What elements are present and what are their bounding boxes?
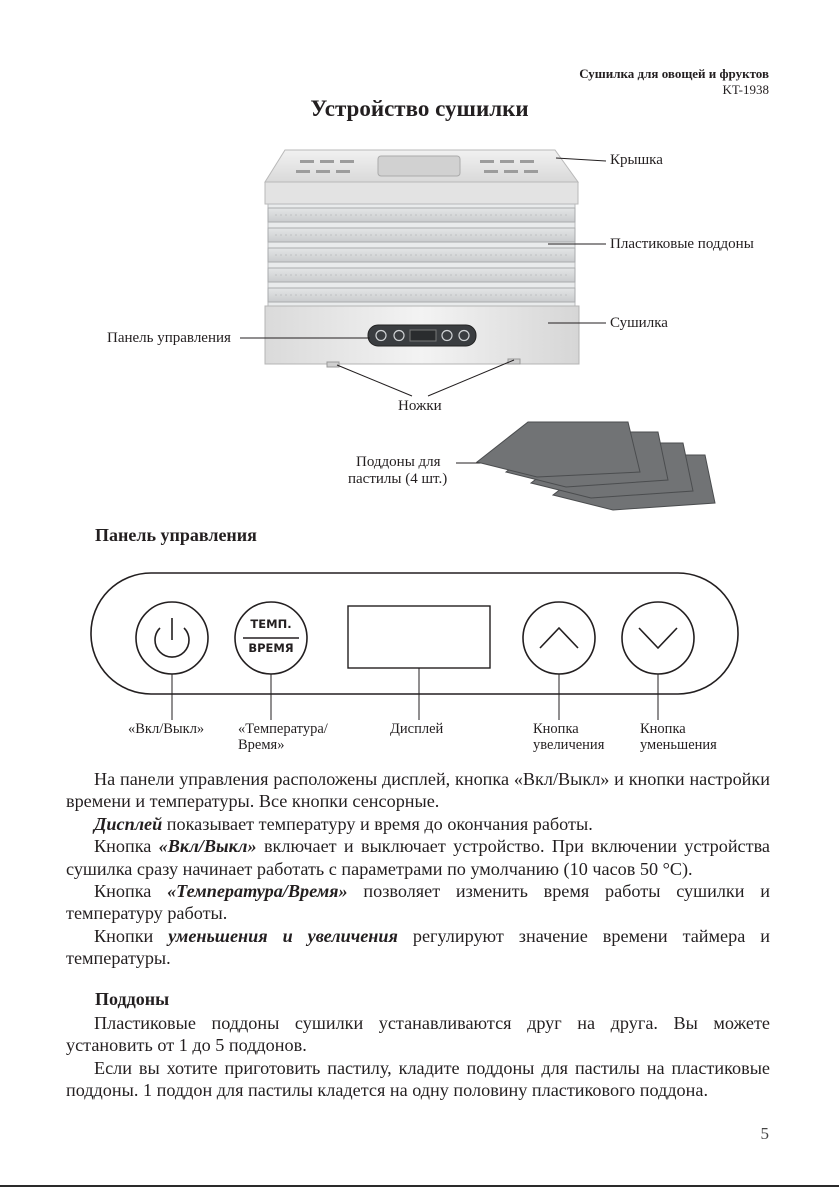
term-temp-time: «Температура/Время» [167, 881, 348, 902]
label-temp-time-line1: «Температура/ [238, 721, 328, 737]
paragraph-up-down [66, 925, 770, 970]
temp-button-label-bottom: ВРЕМЯ [248, 641, 294, 655]
paragraph-power-start: Кнопка [94, 836, 159, 857]
label-temp-time-line2: Время» [238, 737, 285, 753]
label-display: Дисплей [390, 721, 444, 737]
plastic-trays [268, 204, 575, 308]
chevron-up-icon [523, 602, 595, 674]
control-panel-heading: Панель управления [95, 525, 257, 545]
callout-control-panel: Панель управления [107, 330, 231, 346]
trays-description [66, 1012, 770, 1102]
dryer-base [265, 306, 579, 367]
chevron-down-icon [622, 602, 694, 674]
paragraph-trays-pastille: Если вы хотите приготовить пастилу, кладите поддоны для пастилы на пластиковые поддоны. 1 поддон для пастилы кладется на одну половину пластикового поддона. [66, 1057, 770, 1101]
paragraph-trays-stack: Пластиковые поддоны сушилки устанавливаются друг на друга. Вы можете установить от 1 до 5 поддонов. [66, 1013, 770, 1056]
callout-feet: Ножки [398, 398, 442, 414]
paragraph-temp-time [66, 880, 770, 925]
page-number: 5 [760, 1124, 769, 1143]
label-power: «Вкл/Выкл» [128, 721, 205, 737]
paragraph-power [66, 835, 770, 880]
paragraph-display [66, 813, 770, 835]
document-product-name: Сушилка для овощей и фруктов [579, 66, 769, 81]
paragraph-up-down-start: Кнопки [94, 925, 169, 946]
paragraph-panel-overview: На панели управления расположены дисплей, кнопка «Вкл/Выкл» и кнопки настройки времени и температуры. Все кнопки сенсорные. [66, 769, 770, 812]
lid [265, 150, 578, 204]
bottom-divider [0, 1185, 839, 1187]
callout-pastille-trays-line2: пастилы (4 шт.) [348, 471, 448, 487]
term-power: «Вкл/Выкл» [158, 836, 257, 857]
pastille-trays [477, 422, 715, 510]
temp-button-label-top: ТЕМП. [250, 617, 292, 631]
callout-plastic-trays: Пластиковые поддоны [610, 236, 754, 252]
paragraph-display-text: показывает температуру и время до окончания работы. [162, 813, 593, 834]
control-panel-diagram [0, 560, 839, 720]
dehydrator-illustration [0, 0, 839, 520]
label-increase-line1: Кнопка [533, 721, 579, 737]
temp-time-button-graphic [235, 602, 307, 674]
callout-dryer: Сушилка [610, 315, 668, 331]
control-panel-description [66, 768, 770, 970]
label-decrease-line2: уменьшения [640, 737, 717, 753]
callout-lid: Крышка [610, 152, 663, 168]
paragraph-temp-time-text: позволяет изменить время работы сушилки и температуру работы. [66, 881, 770, 924]
paragraph-power-text: включает и выключает устройство. При включении устройства сушилка сразу начинает работать с параметрами по умолчанию (10 часов 50 °C). [66, 836, 770, 879]
page-title: Устройство сушилки [310, 96, 529, 121]
document-model-number: KT-1938 [722, 82, 769, 97]
trays-heading: Поддоны [95, 989, 170, 1009]
display-window [348, 606, 490, 668]
term-up-down: уменьшения и увеличения [168, 925, 398, 946]
power-icon [136, 602, 208, 674]
label-decrease-line1: Кнопка [640, 721, 686, 737]
callout-pastille-trays-line1: Поддоны для [356, 454, 441, 470]
term-display: Дисплей [94, 813, 163, 834]
paragraph-up-down-text: регулируют значение времени таймера и температуры. [66, 925, 770, 969]
label-increase-line2: увеличения [533, 737, 605, 753]
paragraph-temp-time-start: Кнопка [94, 881, 168, 902]
